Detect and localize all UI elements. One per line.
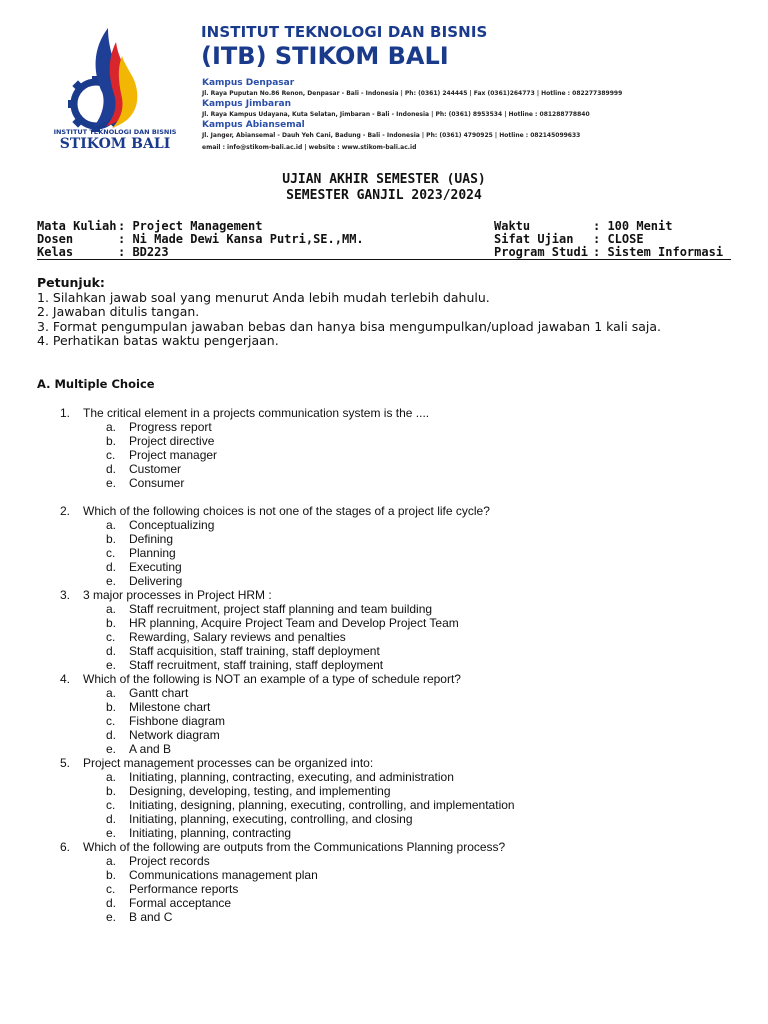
campus-jimbaran-address: Jl. Raya Kampus Udayana, Kuta Selatan, Jimbaran - Bali - Indonesia | Ph: (0361) 8953534 | Hotline : 081288778840 bbox=[202, 111, 590, 118]
info-label-program: Program Studi bbox=[494, 245, 588, 259]
section-title: A. Multiple Choice bbox=[37, 377, 155, 391]
instructions bbox=[37, 276, 661, 349]
option-text: Progress report bbox=[129, 420, 212, 434]
info-label-course: Mata Kuliah bbox=[37, 219, 117, 233]
instructions-title: Petunjuk: bbox=[37, 275, 105, 290]
campus-abiansemal-title: Kampus Abiansemal bbox=[202, 120, 305, 130]
option-letter: c. bbox=[106, 448, 116, 462]
question-number: 5. bbox=[60, 756, 71, 770]
option-letter: b. bbox=[106, 868, 117, 882]
option-letter: c. bbox=[106, 798, 116, 812]
option-text: HR planning, Acquire Project Team and Develop Project Team bbox=[129, 616, 459, 630]
campus-jimbaran-title: Kampus Jimbaran bbox=[202, 99, 292, 109]
instruction-item: 4. Perhatikan batas waktu pengerjaan. bbox=[37, 333, 279, 348]
instruction-item: 1. Silahkan jawab soal yang menurut Anda lebih mudah terlebih dahulu. bbox=[37, 289, 490, 305]
info-value-program: : Sistem Informasi bbox=[593, 245, 724, 259]
info-label-time: Waktu bbox=[494, 219, 531, 233]
option-letter: c. bbox=[106, 882, 116, 896]
info-label-exam-type: Sifat Ujian bbox=[494, 232, 574, 246]
question-number: 4. bbox=[60, 672, 71, 686]
option-text: Rewarding, Salary reviews and penalties bbox=[129, 630, 346, 644]
option-text: Initiating, planning, contracting bbox=[129, 826, 292, 840]
info-label-class: Kelas bbox=[37, 245, 74, 259]
option-letter: d. bbox=[106, 728, 117, 742]
option-letter: c. bbox=[106, 630, 116, 644]
option-text: Defining bbox=[129, 532, 174, 546]
option-letter: e. bbox=[106, 574, 117, 588]
info-value-course: : Project Management bbox=[118, 219, 263, 233]
option-letter: b. bbox=[106, 616, 117, 630]
option-letter: a. bbox=[106, 686, 117, 700]
option-text: A and B bbox=[129, 742, 172, 756]
institution-short-name: (ITB) STIKOM BALI bbox=[201, 42, 449, 70]
option-letter: b. bbox=[106, 700, 117, 714]
info-value-exam-type: : CLOSE bbox=[593, 232, 644, 246]
option-letter: e. bbox=[106, 658, 117, 672]
option-text: Communications management plan bbox=[129, 868, 318, 882]
question-number: 6. bbox=[60, 840, 71, 854]
option-text: Initiating, designing, planning, executing, controlling, and implementation bbox=[129, 798, 515, 812]
option-letter: a. bbox=[106, 420, 117, 434]
exam-title: UJIAN AKHIR SEMESTER (UAS) bbox=[282, 172, 486, 187]
exam-semester: SEMESTER GANJIL 2023/2024 bbox=[286, 188, 482, 203]
instruction-item: 2. Jawaban ditulis tangan. bbox=[37, 304, 200, 319]
info-value-time: : 100 Menit bbox=[593, 219, 673, 233]
option-letter: c. bbox=[106, 546, 116, 560]
option-text: Designing, developing, testing, and implementing bbox=[129, 784, 391, 798]
option-letter: e. bbox=[106, 742, 117, 756]
question-text: Which of the following are outputs from the Communications Planning process? bbox=[83, 840, 506, 854]
info-value-lecturer: : Ni Made Dewi Kansa Putri,SE.,MM. bbox=[118, 232, 364, 246]
option-text: Gantt chart bbox=[129, 686, 189, 700]
option-text: Initiating, planning, executing, controlling, and closing bbox=[129, 812, 413, 826]
question-text: The critical element in a projects communication system is the .... bbox=[83, 406, 430, 420]
question-text: Which of the following choices is not one of the stages of a project life cycle? bbox=[83, 504, 490, 518]
option-letter: e. bbox=[106, 826, 117, 840]
option-text: Staff acquisition, staff training, staff deployment bbox=[129, 644, 380, 658]
instruction-item: 3. Format pengumpulan jawaban bebas dan hanya bisa mengumpulkan/upload jawaban 1 kali saja. bbox=[37, 318, 661, 334]
question-number: 2. bbox=[60, 504, 71, 518]
option-text: Project directive bbox=[129, 434, 215, 448]
info-value-class: : BD223 bbox=[118, 245, 169, 259]
option-letter: e. bbox=[106, 910, 117, 924]
option-text: Conceptualizing bbox=[129, 518, 215, 532]
option-letter: b. bbox=[106, 532, 117, 546]
header-divider bbox=[37, 259, 731, 260]
option-text: Executing bbox=[129, 560, 182, 574]
option-text: Staff recruitment, staff training, staff deployment bbox=[129, 658, 384, 672]
option-letter: b. bbox=[106, 434, 117, 448]
option-letter: a. bbox=[106, 602, 117, 616]
campus-abiansemal-address: Jl. Janger, Abiansemal - Dauh Yeh Cani, Badung - Bali - Indonesia | Ph: (0361) 4790925 | Hotline : 082145099633 bbox=[202, 132, 581, 139]
option-text: B and C bbox=[129, 910, 173, 924]
option-text: Planning bbox=[129, 546, 176, 560]
campus-denpasar-address: Jl. Raya Puputan No.86 Renon, Denpasar - Bali - Indonesia | Ph: (0361) 244445 | Fax (0361)264773 | Hotline : 082277389999 bbox=[202, 90, 623, 97]
option-letter: d. bbox=[106, 896, 117, 910]
option-text: Network diagram bbox=[129, 728, 220, 742]
option-letter: a. bbox=[106, 518, 117, 532]
question-number: 3. bbox=[60, 588, 71, 602]
option-text: Project records bbox=[129, 854, 210, 868]
question-text: Which of the following is NOT an example of a type of schedule report? bbox=[83, 672, 461, 686]
institution-logo bbox=[50, 22, 180, 157]
option-letter: a. bbox=[106, 854, 117, 868]
logo-caption-line1: INSTITUT TEKNOLOGI DAN BISNIS bbox=[53, 128, 177, 136]
contact-info: email : info@stikom-bali.ac.id | website : www.stikom-bali.ac.id bbox=[202, 144, 417, 151]
option-text: Initiating, planning, contracting, executing, and administration bbox=[129, 770, 454, 784]
option-letter: d. bbox=[106, 812, 117, 826]
question-number: 1. bbox=[60, 406, 71, 420]
option-text: Fishbone diagram bbox=[129, 714, 226, 728]
institution-name: INSTITUT TEKNOLOGI DAN BISNIS bbox=[201, 23, 488, 41]
info-label-lecturer: Dosen bbox=[37, 232, 74, 246]
option-letter: d. bbox=[106, 560, 117, 574]
option-letter: c. bbox=[106, 714, 116, 728]
option-text: Formal acceptance bbox=[129, 896, 232, 910]
option-letter: b. bbox=[106, 784, 117, 798]
option-text: Project manager bbox=[129, 448, 218, 462]
option-letter: a. bbox=[106, 770, 117, 784]
option-text: Staff recruitment, project staff planning and team building bbox=[129, 602, 433, 616]
logo-caption-line2: STIKOM BALI bbox=[59, 136, 171, 152]
option-letter: e. bbox=[106, 476, 117, 490]
option-text: Performance reports bbox=[129, 882, 239, 896]
option-text: Delivering bbox=[129, 574, 183, 588]
option-text: Customer bbox=[129, 462, 182, 476]
question-text: Project management processes can be organized into: bbox=[83, 756, 374, 770]
question-text: 3 major processes in Project HRM : bbox=[83, 588, 272, 602]
option-letter: d. bbox=[106, 462, 117, 476]
option-text: Consumer bbox=[129, 476, 185, 490]
option-letter: d. bbox=[106, 644, 117, 658]
campus-denpasar-title: Kampus Denpasar bbox=[202, 78, 295, 88]
option-text: Milestone chart bbox=[129, 700, 211, 714]
